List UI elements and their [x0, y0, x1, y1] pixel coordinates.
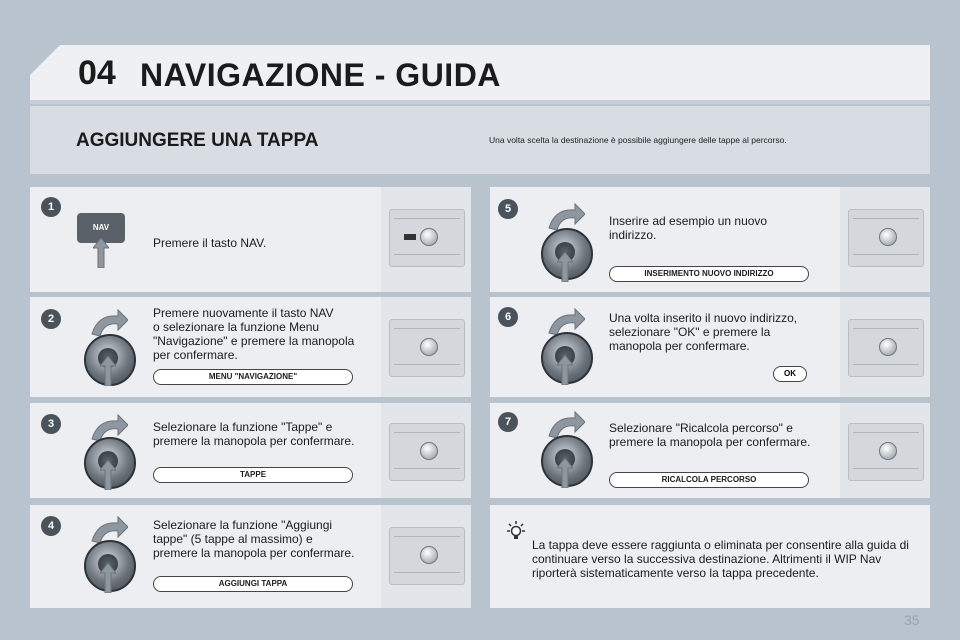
console-illustration: [389, 527, 465, 585]
press-arrow-icon: [557, 355, 573, 385]
console-illustration: [389, 423, 465, 481]
step-text-5: Inserire ad esempio un nuovo indirizzo.: [609, 214, 768, 242]
console-thumbnail: [840, 403, 930, 498]
press-arrow-icon: [100, 460, 116, 490]
step-text-7: Selezionare "Ricalcola percorso" e premere la manopola per confermare.: [609, 421, 811, 449]
step-text-4: Selezionare la funzione "Aggiungi tappe" (5 tappe al massimo) e premere la manopola per confermare.: [153, 518, 355, 560]
console-thumbnail: [381, 403, 471, 498]
step-badge-3: 3: [41, 414, 61, 434]
aggiungi-tappa-pill: AGGIUNGI TAPPA: [153, 576, 353, 592]
step-badge-4: 4: [41, 516, 61, 536]
step-badge-5: 5: [498, 199, 518, 219]
step-text-1: Premere il tasto NAV.: [153, 236, 267, 250]
step-badge-7: 7: [498, 412, 518, 432]
press-arrow-icon: [100, 356, 116, 386]
section-number: 04: [78, 54, 116, 92]
step-text-2: Premere nuovamente il tasto NAV o selezionare la funzione Menu "Navigazione" e premere la manopola per confermare.: [153, 306, 355, 362]
console-thumbnail: [381, 187, 471, 292]
ok-pill: OK: [773, 366, 807, 382]
rotate-arrow-icon: [545, 202, 585, 230]
ricalcola-pill: RICALCOLA PERCORSO: [609, 472, 809, 488]
press-arrow-icon: [557, 458, 573, 488]
nav-key-highlight: [404, 234, 416, 240]
nav-button-illustration: NAV: [77, 213, 125, 243]
console-illustration: [389, 319, 465, 377]
rotate-arrow-icon: [88, 515, 128, 543]
note-text: La tappa deve essere raggiunta o eliminata per consentire alla guida di continuare verso la successiva destinazione. Altrimenti il WIP Nav riporterà sistematicamente verso la tappa precedente.: [532, 538, 909, 580]
console-thumbnail: [840, 297, 930, 397]
press-arrow-icon: [93, 238, 109, 268]
console-illustration: [848, 319, 924, 377]
console-thumbnail: [840, 187, 930, 292]
inserimento-pill: INSERIMENTO NUOVO INDIRIZZO: [609, 266, 809, 282]
tappe-pill: TAPPE: [153, 467, 353, 483]
console-illustration: [848, 423, 924, 481]
step-badge-6: 6: [498, 307, 518, 327]
page-number: 35: [904, 612, 920, 628]
step-text-3: Selezionare la funzione "Tappe" e premere la manopola per confermare.: [153, 420, 355, 448]
step-badge-2: 2: [41, 309, 61, 329]
menu-pill: MENU "NAVIGAZIONE": [153, 369, 353, 385]
intro-text: Una volta scelta la destinazione è possibile aggiungere delle tappe al percorso.: [489, 135, 787, 145]
console-illustration: [848, 209, 924, 267]
console-illustration: [389, 209, 465, 267]
console-thumbnail: [381, 297, 471, 397]
step-badge-1: 1: [41, 197, 61, 217]
lightbulb-icon: [505, 520, 527, 542]
console-thumbnail: [381, 505, 471, 608]
rotate-arrow-icon: [545, 307, 585, 335]
rotate-arrow-icon: [88, 308, 128, 336]
subsection-title: AGGIUNGERE UNA TAPPA: [76, 130, 319, 151]
section-title: NAVIGAZIONE - GUIDA: [140, 57, 501, 93]
rotate-arrow-icon: [545, 410, 585, 438]
press-arrow-icon: [557, 252, 573, 282]
press-arrow-icon: [100, 563, 116, 593]
header-divider: [30, 100, 930, 104]
step-text-6: Una volta inserito il nuovo indirizzo, selezionare "OK" e premere la manopola per confermare.: [609, 311, 798, 353]
